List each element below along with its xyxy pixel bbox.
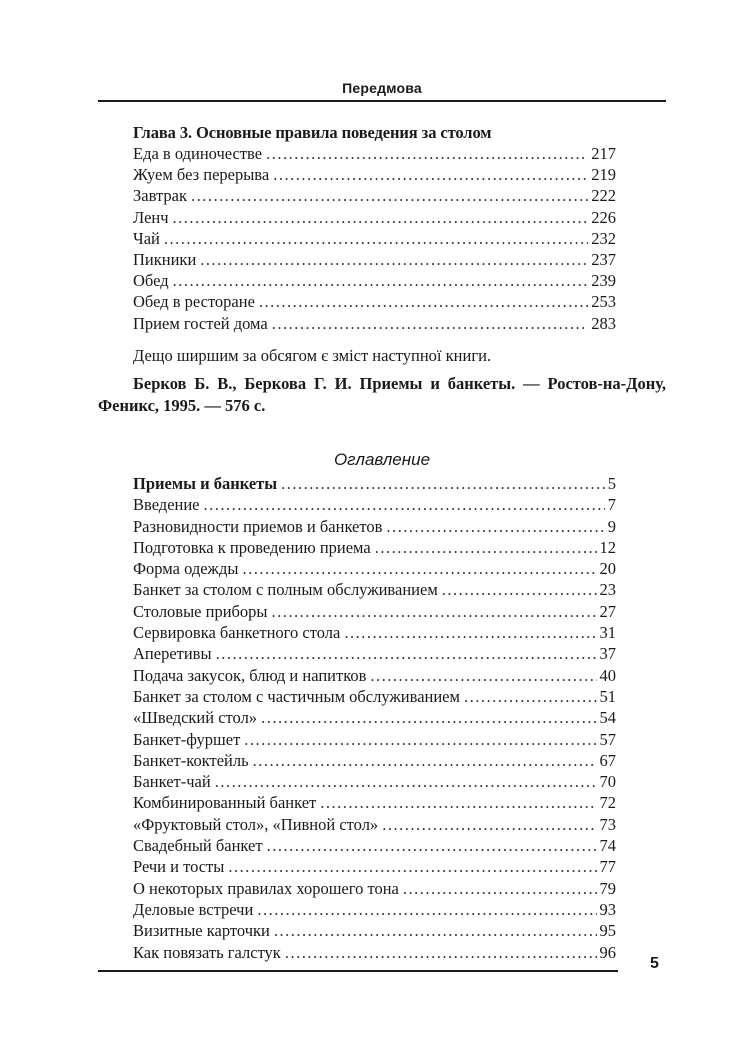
entry-label: Подготовка к проведению приема bbox=[133, 537, 371, 557]
entry-label: «Шведский стол» bbox=[133, 708, 258, 728]
toc-entry bbox=[133, 792, 616, 813]
toc-entry bbox=[133, 185, 616, 206]
entry-page: 226 bbox=[591, 207, 616, 227]
chapter-title: Глава 3. Основные правила поведения за столом bbox=[133, 123, 492, 142]
running-title: Передмова bbox=[342, 80, 422, 96]
toc-entry bbox=[133, 729, 616, 750]
entry-label: Прием гостей дома bbox=[133, 313, 268, 333]
toc-entry bbox=[133, 313, 616, 334]
chapter-entries bbox=[133, 143, 616, 334]
entry-page: 93 bbox=[599, 899, 616, 919]
entry-label: «Фруктовый стол», «Пивной стол» bbox=[133, 814, 379, 834]
entry-label: Банкет-чай bbox=[133, 772, 211, 792]
entry-label: Форма одежды bbox=[133, 559, 239, 579]
footer-rule bbox=[98, 970, 618, 972]
toc-entry bbox=[133, 537, 616, 558]
dot-leader bbox=[273, 164, 588, 185]
toc-entry bbox=[133, 665, 616, 686]
toc-entry bbox=[133, 207, 616, 228]
dot-leader bbox=[370, 665, 596, 686]
toc-entry bbox=[133, 558, 616, 579]
entry-page: 51 bbox=[599, 686, 616, 706]
entry-page: 283 bbox=[591, 313, 616, 333]
entry-label: Жуем без перерыва bbox=[133, 165, 270, 185]
toc-entry bbox=[133, 643, 616, 664]
dot-leader bbox=[253, 750, 597, 771]
dot-leader bbox=[259, 291, 588, 312]
dot-leader bbox=[261, 707, 596, 728]
header-rule bbox=[98, 100, 666, 102]
dot-leader bbox=[173, 270, 589, 291]
toc-entry bbox=[133, 899, 616, 920]
entry-label: Сервировка банкетного стола bbox=[133, 623, 341, 643]
entry-label: Визитные карточки bbox=[133, 921, 270, 941]
entry-page: 57 bbox=[599, 729, 616, 749]
entry-label: Свадебный банкет bbox=[133, 836, 263, 856]
entry-label: Комбинированный банкет bbox=[133, 793, 317, 813]
dot-leader bbox=[242, 558, 596, 579]
toc-entry bbox=[133, 878, 616, 899]
entry-label: Обед в ресторане bbox=[133, 292, 255, 312]
dot-leader bbox=[228, 856, 596, 877]
entry-page: 95 bbox=[599, 921, 616, 941]
toc-entries bbox=[133, 473, 616, 963]
dot-leader bbox=[266, 143, 588, 164]
toc-entry bbox=[133, 516, 616, 537]
toc-entry bbox=[133, 579, 616, 600]
entry-label: Банкет за столом с частичным обслуживанием bbox=[133, 686, 460, 706]
entry-page: 27 bbox=[599, 601, 616, 621]
toc-entry bbox=[133, 750, 616, 771]
entry-page: 79 bbox=[599, 878, 616, 898]
entry-label: Аперетивы bbox=[133, 644, 212, 664]
dot-leader bbox=[386, 516, 604, 537]
toc-entry bbox=[133, 942, 616, 963]
dot-leader bbox=[173, 207, 589, 228]
entry-page: 20 bbox=[599, 559, 616, 579]
dot-leader bbox=[215, 771, 597, 792]
entry-page: 70 bbox=[599, 772, 616, 792]
dot-leader bbox=[442, 579, 597, 600]
dot-leader bbox=[272, 601, 597, 622]
entry-page: 37 bbox=[599, 644, 616, 664]
entry-label: Разновидности приемов и банкетов bbox=[133, 516, 383, 536]
bibliography-entry: Берков Б. В., Беркова Г. И. Приемы и банкеты. — Ростов-на-Дону, Феникс, 1995. — 576 с. bbox=[98, 374, 666, 415]
toc-entry bbox=[133, 228, 616, 249]
toc-entry bbox=[133, 249, 616, 270]
entry-page: 253 bbox=[591, 292, 616, 312]
toc-entry bbox=[133, 835, 616, 856]
dot-leader bbox=[200, 249, 588, 270]
dot-leader bbox=[285, 942, 597, 963]
entry-page: 74 bbox=[599, 836, 616, 856]
toc-entry bbox=[133, 920, 616, 941]
dot-leader bbox=[375, 537, 597, 558]
entry-page: 40 bbox=[599, 665, 616, 685]
chapter-3-toc bbox=[133, 122, 616, 334]
toc-entry bbox=[133, 164, 616, 185]
entry-label: Пикники bbox=[133, 249, 197, 269]
entry-page: 77 bbox=[599, 857, 616, 877]
entry-label: Обед bbox=[133, 271, 169, 291]
entry-label: Подача закусок, блюд и напитков bbox=[133, 665, 367, 685]
toc-entry bbox=[133, 814, 616, 835]
dot-leader bbox=[257, 899, 596, 920]
entry-page: 9 bbox=[607, 516, 616, 536]
dot-leader bbox=[281, 473, 605, 494]
entry-page: 72 bbox=[599, 793, 616, 813]
toc-entry bbox=[133, 707, 616, 728]
dot-leader bbox=[164, 228, 588, 249]
entry-page: 232 bbox=[591, 228, 616, 248]
toc-entry bbox=[133, 494, 616, 515]
entry-label: Банкет-фуршет bbox=[133, 729, 241, 749]
dot-leader bbox=[464, 686, 597, 707]
entry-label: Столовые приборы bbox=[133, 601, 268, 621]
entry-page: 219 bbox=[591, 165, 616, 185]
toc-entry bbox=[133, 270, 616, 291]
entry-page: 222 bbox=[591, 186, 616, 206]
page-number: 5 bbox=[650, 955, 659, 972]
dot-leader bbox=[244, 729, 596, 750]
entry-page: 5 bbox=[607, 474, 616, 493]
entry-label: Введение bbox=[133, 495, 200, 515]
entry-page: 73 bbox=[599, 814, 616, 834]
dot-leader bbox=[216, 643, 597, 664]
entry-page: 96 bbox=[599, 942, 616, 962]
entry-label: Как повязать галстук bbox=[133, 942, 281, 962]
dot-leader bbox=[382, 814, 596, 835]
dot-leader bbox=[274, 920, 597, 941]
toc-entry bbox=[133, 473, 616, 494]
dot-leader bbox=[344, 622, 596, 643]
book-toc bbox=[133, 473, 616, 963]
dot-leader bbox=[267, 835, 597, 856]
dot-leader bbox=[403, 878, 597, 899]
entry-label: Еда в одиночестве bbox=[133, 144, 263, 163]
dot-leader bbox=[204, 494, 605, 515]
entry-label: Чай bbox=[133, 228, 160, 248]
toc-heading: Оглавление bbox=[333, 450, 431, 469]
entry-page: 54 bbox=[599, 708, 616, 728]
dot-leader bbox=[320, 792, 596, 813]
entry-page: 237 bbox=[591, 249, 616, 269]
entry-page: 12 bbox=[599, 537, 616, 557]
entry-page: 31 bbox=[599, 623, 616, 643]
entry-label: Речи и тосты bbox=[133, 857, 225, 877]
entry-page: 7 bbox=[607, 495, 616, 515]
entry-label: Деловые встречи bbox=[133, 899, 254, 919]
entry-label: Банкет за столом с полным обслуживанием bbox=[133, 580, 438, 600]
toc-entry bbox=[133, 601, 616, 622]
entry-label: О некоторых правилах хорошего тона bbox=[133, 878, 399, 898]
toc-entry bbox=[133, 856, 616, 877]
entry-label: Приемы и банкеты bbox=[133, 474, 278, 493]
entry-page: 239 bbox=[591, 271, 616, 291]
dot-leader bbox=[272, 313, 589, 334]
dot-leader bbox=[191, 185, 588, 206]
entry-page: 217 bbox=[591, 144, 616, 163]
entry-label: Банкет-коктейль bbox=[133, 750, 249, 770]
toc-entry bbox=[133, 291, 616, 312]
intro-paragraph: Дещо ширшим за обсягом є зміст наступної книги. bbox=[133, 346, 492, 365]
toc-entry bbox=[133, 771, 616, 792]
toc-entry bbox=[133, 622, 616, 643]
toc-entry bbox=[133, 143, 616, 164]
entry-label: Ленч bbox=[133, 207, 169, 227]
entry-page: 67 bbox=[599, 750, 616, 770]
entry-label: Завтрак bbox=[133, 186, 187, 206]
toc-entry bbox=[133, 686, 616, 707]
entry-page: 23 bbox=[599, 580, 616, 600]
